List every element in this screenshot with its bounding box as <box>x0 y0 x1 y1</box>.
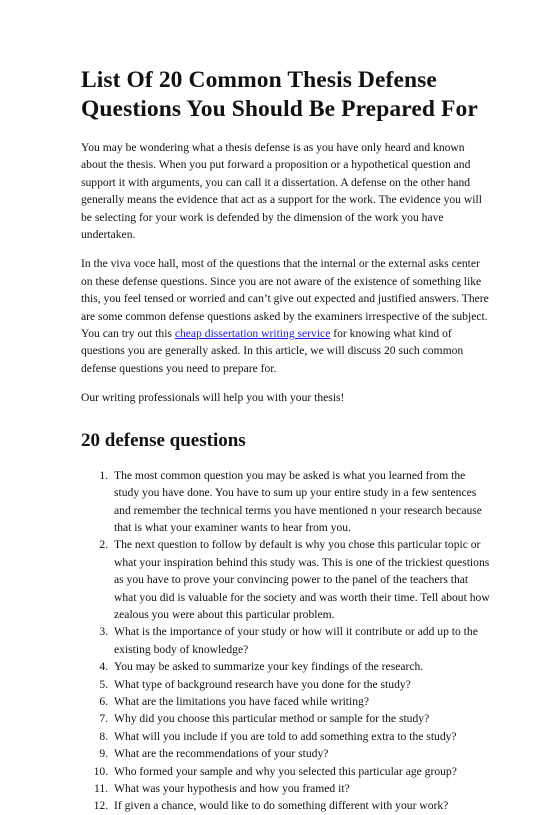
intro-paragraph-3: Our writing professionals will help you with your thesis! <box>81 391 345 405</box>
intro-paragraph-1: You may be wondering what a thesis defense is as you have only heard and known about the thesis. When you put forward a proposition or a hypothetical question and support it with arguments, you can call it a dissertation. A defense on the other hand generally means the evidence that act as a support for the work. The evidence you will be selecting for your work is defended by the dimension of the work you have undertaken. <box>81 141 482 242</box>
questions-list <box>81 467 490 815</box>
dissertation-service-link[interactable]: cheap dissertation writing service <box>174 327 331 341</box>
question-item: 2. The next question to follow by default is why you chose this particular topic or what your inspiration behind this study was. This is one of the trickiest questions as you have to prove your convincing power to the panel of the teachers that what you did is valuable for the society and was worth their time. Tell about how zealous you were about this particular problem. <box>111 536 490 623</box>
question-item: 1. The most common question you may be asked is what you learned from the study you have done. You have to sum up your entire study in a few sentences and remember the technical terms you have mentioned n your research because that is what your examiner wants to hear from you. <box>111 467 490 537</box>
question-item: 5. What type of background research have you done for the study? <box>111 676 490 693</box>
section-heading: 20 defense questions <box>81 429 246 451</box>
intro-paragraph-2-text-before: In the viva voce hall, most of the questions that the internal or the external asks center on these defense questions. Since you are not aware of the existence of something like this, you feel tensed or worried and can’t give out expected and justified answers. There are some common defense questions asked by the examiners irrespective of the subject. You can try out this <box>81 257 489 341</box>
question-item: 6. What are the limitations you have faced while writing? <box>111 693 490 710</box>
question-item: 10. Who formed your sample and why you selected this particular age group? <box>111 763 490 780</box>
question-item: 4. You may be asked to summarize your key findings of the research. <box>111 658 490 675</box>
question-item: 3. What is the importance of your study or how will it contribute or add up to the existing body of knowledge? <box>111 623 490 658</box>
document-title: List Of 20 Common Thesis Defense Questions You Should Be Prepared For <box>81 67 478 122</box>
intro-paragraph-2 <box>81 255 490 377</box>
intro-paragraph-2-text-after: for knowing what kind of questions you are generally asked. In this article, we will discuss 20 such common defense questions you need to prepare for. <box>81 327 464 375</box>
question-item: 11. What was your hypothesis and how you framed it? <box>111 780 490 797</box>
question-item: 7. Why did you choose this particular method or sample for the study? <box>111 710 490 727</box>
question-item: 8. What will you include if you are told to add something extra to the study? <box>111 728 490 745</box>
question-item: 9. What are the recommendations of your study? <box>111 745 490 762</box>
question-item: 12. If given a chance, would like to do something different with your work? <box>111 797 490 814</box>
